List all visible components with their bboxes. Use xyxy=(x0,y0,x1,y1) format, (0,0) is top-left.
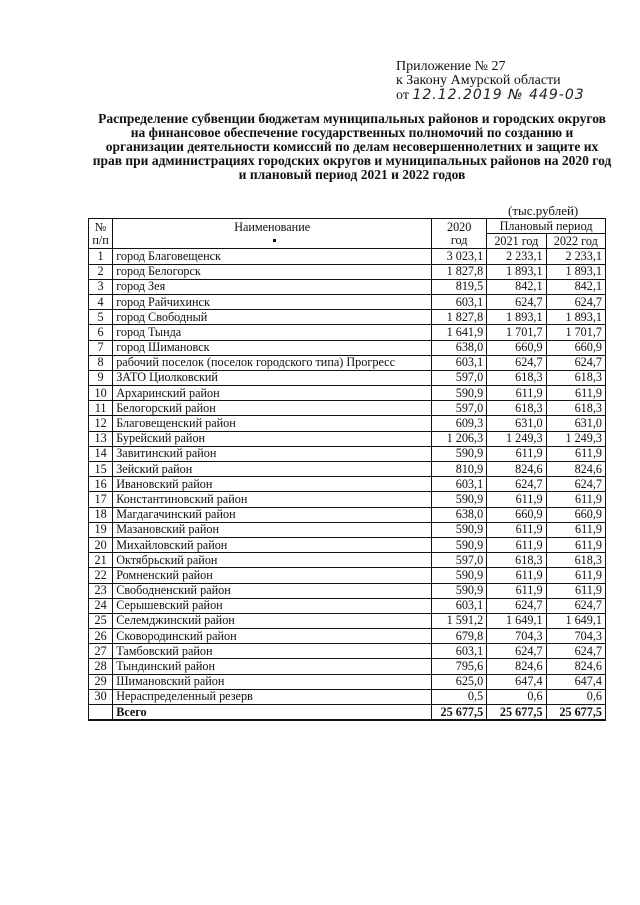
row-name: Константиновский район xyxy=(113,492,432,507)
row-2022: 824,6 xyxy=(546,659,605,674)
row-2021: 660,9 xyxy=(487,340,546,355)
appendix-law: к Закону Амурской области xyxy=(396,73,561,88)
row-2021: 647,4 xyxy=(487,674,546,689)
row-number: 5 xyxy=(89,310,113,325)
header-2020-god: год xyxy=(450,232,468,247)
row-2022: 660,9 xyxy=(546,340,605,355)
row-2021: 2 233,1 xyxy=(487,249,546,264)
row-2020: 590,9 xyxy=(432,492,487,507)
row-name: Свободненский район xyxy=(113,583,432,598)
row-2021: 624,7 xyxy=(487,294,546,309)
row-2021: 824,6 xyxy=(487,462,546,477)
row-2021: 611,9 xyxy=(487,583,546,598)
row-number: 12 xyxy=(89,416,113,431)
header-2020-year: 2020 xyxy=(446,219,472,234)
table-row xyxy=(89,386,606,401)
row-2020: 1 827,8 xyxy=(432,310,487,325)
row-2021: 618,3 xyxy=(487,370,546,385)
table-row xyxy=(89,446,606,461)
row-2020: 603,1 xyxy=(432,644,487,659)
row-name: Белогорский район xyxy=(113,401,432,416)
row-name: Ромненский район xyxy=(113,568,432,583)
table-row xyxy=(89,310,606,325)
row-2021: 611,9 xyxy=(487,568,546,583)
total-2020: 25 677,5 xyxy=(432,705,487,721)
table-row xyxy=(89,507,606,522)
row-name: город Райчихинск xyxy=(113,294,432,309)
row-number: 23 xyxy=(89,583,113,598)
row-2022: 624,7 xyxy=(546,598,605,613)
row-2022: 1 893,1 xyxy=(546,264,605,279)
row-number: 2 xyxy=(89,264,113,279)
row-2022: 611,9 xyxy=(546,446,605,461)
header-num-sign: № xyxy=(94,219,107,234)
row-2021: 618,3 xyxy=(487,401,546,416)
row-2022: 611,9 xyxy=(546,522,605,537)
row-name: Завитинский район xyxy=(113,446,432,461)
scan-dot xyxy=(116,234,428,247)
row-2022: 1 249,3 xyxy=(546,431,605,446)
row-2021: 611,9 xyxy=(487,386,546,401)
table-row xyxy=(89,249,606,264)
table-row xyxy=(89,689,606,704)
row-2020: 590,9 xyxy=(432,537,487,552)
table-row xyxy=(89,294,606,309)
appendix-date-line xyxy=(396,88,585,103)
appendix-block xyxy=(396,60,585,103)
row-2022: 624,7 xyxy=(546,644,605,659)
table-row xyxy=(89,553,606,568)
row-2022: 1 649,1 xyxy=(546,613,605,628)
row-name: Мазановский район xyxy=(113,522,432,537)
row-number: 7 xyxy=(89,340,113,355)
total-row xyxy=(89,705,606,721)
row-2020: 638,0 xyxy=(432,507,487,522)
row-2020: 597,0 xyxy=(432,401,487,416)
row-2022: 624,7 xyxy=(546,294,605,309)
row-name: Селемджинский район xyxy=(113,613,432,628)
row-2020: 590,9 xyxy=(432,386,487,401)
document-title: Распределение субвенции бюджетам муниципальных районов и городских округов на финансовое обеспечение государственных полномочий по созданию и организации деятельности комиссий по делам несовершеннолетних и защите их прав при администрациях городских округов и муниципальных районов на 2020 год и плановый период 2021 и 2022 годов xyxy=(92,111,612,182)
row-2020: 638,0 xyxy=(432,340,487,355)
table-row xyxy=(89,401,606,416)
row-2020: 1 827,8 xyxy=(432,264,487,279)
row-name: Сковородинский район xyxy=(113,629,432,644)
row-2020: 609,3 xyxy=(432,416,487,431)
header-planned-period: Плановый период xyxy=(487,219,606,234)
table-row xyxy=(89,674,606,689)
row-2021: 1 249,3 xyxy=(487,431,546,446)
row-2020: 795,6 xyxy=(432,659,487,674)
row-2021: 611,9 xyxy=(487,522,546,537)
row-2022: 624,7 xyxy=(546,477,605,492)
row-2020: 1 641,9 xyxy=(432,325,487,340)
row-2022: 611,9 xyxy=(546,492,605,507)
row-name: ЗАТО Циолковский xyxy=(113,370,432,385)
row-2022: 611,9 xyxy=(546,537,605,552)
table-row xyxy=(89,340,606,355)
row-2022: 0,6 xyxy=(546,689,605,704)
row-2021: 624,7 xyxy=(487,644,546,659)
row-2022: 842,1 xyxy=(546,279,605,294)
row-2022: 611,9 xyxy=(546,583,605,598)
row-number: 4 xyxy=(89,294,113,309)
row-number: 27 xyxy=(89,644,113,659)
table-row xyxy=(89,325,606,340)
row-number: 6 xyxy=(89,325,113,340)
row-number: 21 xyxy=(89,553,113,568)
row-2021: 660,9 xyxy=(487,507,546,522)
row-2020: 819,5 xyxy=(432,279,487,294)
row-2021: 624,7 xyxy=(487,355,546,370)
header-num-pp: п/п xyxy=(92,232,109,247)
row-2022: 704,3 xyxy=(546,629,605,644)
row-number: 13 xyxy=(89,431,113,446)
row-name: город Шимановск xyxy=(113,340,432,355)
row-2020: 679,8 xyxy=(432,629,487,644)
row-number: 3 xyxy=(89,279,113,294)
row-name: Зейский район xyxy=(113,462,432,477)
total-num xyxy=(89,705,113,721)
row-2020: 3 023,1 xyxy=(432,249,487,264)
table-row xyxy=(89,462,606,477)
row-name: Октябрьский район xyxy=(113,553,432,568)
row-2022: 1 893,1 xyxy=(546,310,605,325)
row-2022: 647,4 xyxy=(546,674,605,689)
row-2020: 1 591,2 xyxy=(432,613,487,628)
row-name: Благовещенский район xyxy=(113,416,432,431)
row-number: 24 xyxy=(89,598,113,613)
row-name: город Благовещенск xyxy=(113,249,432,264)
table-row xyxy=(89,537,606,552)
row-number: 18 xyxy=(89,507,113,522)
row-2021: 611,9 xyxy=(487,492,546,507)
row-number: 19 xyxy=(89,522,113,537)
row-2020: 603,1 xyxy=(432,598,487,613)
table-row xyxy=(89,416,606,431)
row-2020: 0,5 xyxy=(432,689,487,704)
row-2020: 590,9 xyxy=(432,446,487,461)
total-label: Всего xyxy=(113,705,432,721)
row-number: 20 xyxy=(89,537,113,552)
row-number: 17 xyxy=(89,492,113,507)
row-2022: 611,9 xyxy=(546,386,605,401)
row-number: 30 xyxy=(89,689,113,704)
table-row xyxy=(89,522,606,537)
table-body xyxy=(89,249,606,705)
row-name: город Зея xyxy=(113,279,432,294)
row-name: Архаринский район xyxy=(113,386,432,401)
row-number: 25 xyxy=(89,613,113,628)
row-2020: 625,0 xyxy=(432,674,487,689)
row-2021: 1 893,1 xyxy=(487,310,546,325)
row-name: Серышевский район xyxy=(113,598,432,613)
row-2021: 624,7 xyxy=(487,598,546,613)
row-2021: 631,0 xyxy=(487,416,546,431)
header-num xyxy=(89,219,113,249)
header-name-label: Наименование xyxy=(234,219,311,234)
total-2021: 25 677,5 xyxy=(487,705,546,721)
row-number: 16 xyxy=(89,477,113,492)
table-row xyxy=(89,370,606,385)
row-2021: 624,7 xyxy=(487,477,546,492)
row-name: Магдагачинский район xyxy=(113,507,432,522)
row-2022: 618,3 xyxy=(546,370,605,385)
header-2022: 2022 год xyxy=(546,234,605,249)
table-row xyxy=(89,598,606,613)
row-2021: 1 701,7 xyxy=(487,325,546,340)
row-number: 11 xyxy=(89,401,113,416)
row-name: Бурейский район xyxy=(113,431,432,446)
table-row xyxy=(89,613,606,628)
row-name: город Свободный xyxy=(113,310,432,325)
appendix-number: Приложение № 27 xyxy=(396,59,506,74)
row-2020: 597,0 xyxy=(432,553,487,568)
header-2021: 2021 год xyxy=(487,234,546,249)
row-2020: 603,1 xyxy=(432,355,487,370)
appendix-date-prefix: от xyxy=(396,88,409,103)
row-2022: 824,6 xyxy=(546,462,605,477)
row-2021: 1 893,1 xyxy=(487,264,546,279)
header-name xyxy=(113,219,432,249)
row-number: 14 xyxy=(89,446,113,461)
row-number: 28 xyxy=(89,659,113,674)
row-name: Тындинский район xyxy=(113,659,432,674)
row-number: 8 xyxy=(89,355,113,370)
table-row xyxy=(89,659,606,674)
row-name: Нераспределенный резерв xyxy=(113,689,432,704)
table-row xyxy=(89,568,606,583)
table-row xyxy=(89,492,606,507)
handwritten-date-number: 12.12.2019 № 449-03 xyxy=(412,87,585,103)
units-label: (тыс.рублей) xyxy=(508,203,579,218)
row-name: Михайловский район xyxy=(113,537,432,552)
row-2020: 603,1 xyxy=(432,477,487,492)
row-2021: 611,9 xyxy=(487,537,546,552)
row-2020: 603,1 xyxy=(432,294,487,309)
table-row xyxy=(89,355,606,370)
row-number: 22 xyxy=(89,568,113,583)
row-number: 9 xyxy=(89,370,113,385)
row-2020: 590,9 xyxy=(432,522,487,537)
row-name: Тамбовский район xyxy=(113,644,432,659)
row-2020: 590,9 xyxy=(432,568,487,583)
header-row-1 xyxy=(89,219,606,234)
table-row xyxy=(89,477,606,492)
row-2020: 810,9 xyxy=(432,462,487,477)
row-2022: 618,3 xyxy=(546,401,605,416)
row-name: Шимановский район xyxy=(113,674,432,689)
row-number: 15 xyxy=(89,462,113,477)
row-number: 26 xyxy=(89,629,113,644)
total-2022: 25 677,5 xyxy=(546,705,605,721)
row-2020: 1 206,3 xyxy=(432,431,487,446)
row-number: 1 xyxy=(89,249,113,264)
row-2020: 590,9 xyxy=(432,583,487,598)
row-2022: 611,9 xyxy=(546,568,605,583)
row-2021: 824,6 xyxy=(487,659,546,674)
row-number: 29 xyxy=(89,674,113,689)
row-2022: 1 701,7 xyxy=(546,325,605,340)
row-name: город Тында xyxy=(113,325,432,340)
row-2022: 624,7 xyxy=(546,355,605,370)
table-row xyxy=(89,264,606,279)
table-row xyxy=(89,431,606,446)
table-row xyxy=(89,629,606,644)
row-name: город Белогорск xyxy=(113,264,432,279)
row-number: 10 xyxy=(89,386,113,401)
row-2022: 631,0 xyxy=(546,416,605,431)
row-name: рабочий поселок (поселок городского типа) Прогресс xyxy=(113,355,432,370)
row-2021: 0,6 xyxy=(487,689,546,704)
row-2022: 2 233,1 xyxy=(546,249,605,264)
row-2020: 597,0 xyxy=(432,370,487,385)
subvention-table xyxy=(88,218,606,721)
header-2020 xyxy=(432,219,487,249)
table-row xyxy=(89,583,606,598)
row-2022: 618,3 xyxy=(546,553,605,568)
row-2021: 1 649,1 xyxy=(487,613,546,628)
row-2021: 704,3 xyxy=(487,629,546,644)
row-2022: 660,9 xyxy=(546,507,605,522)
table-row xyxy=(89,279,606,294)
row-name: Ивановский район xyxy=(113,477,432,492)
table-row xyxy=(89,644,606,659)
row-2021: 611,9 xyxy=(487,446,546,461)
row-2021: 842,1 xyxy=(487,279,546,294)
row-2021: 618,3 xyxy=(487,553,546,568)
